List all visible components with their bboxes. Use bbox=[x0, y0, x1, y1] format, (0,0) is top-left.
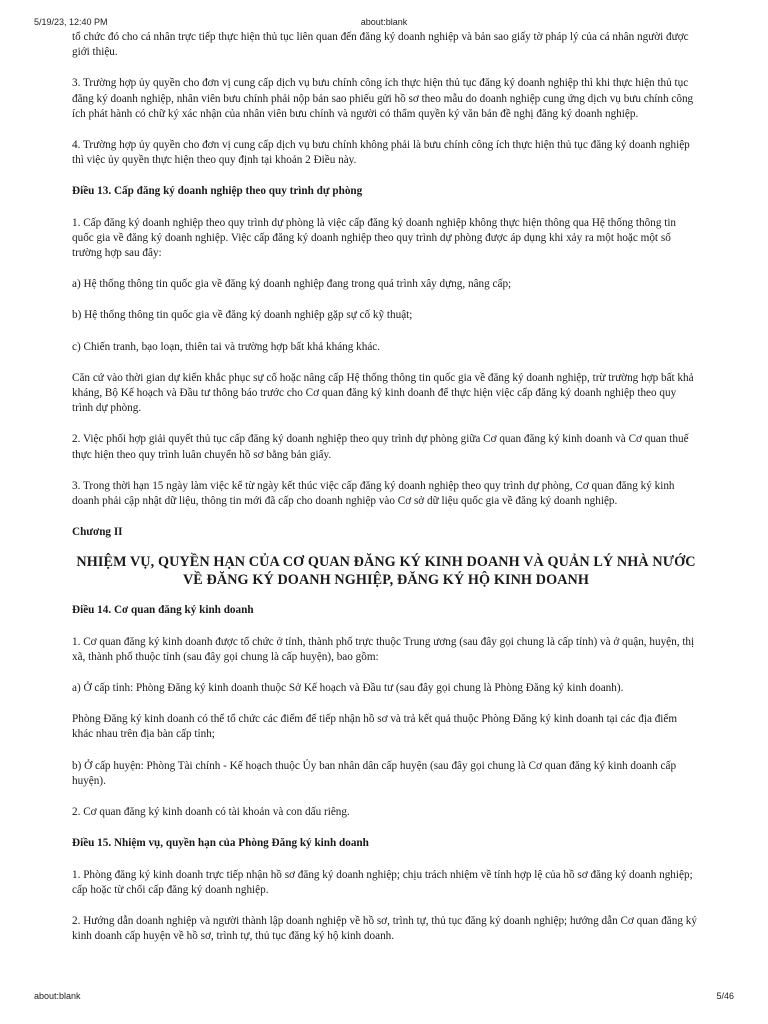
article-15-heading: Điều 15. Nhiệm vụ, quyền hạn của Phòng Đăng ký kinh doanh bbox=[72, 837, 369, 850]
paragraph: 3. Trường hợp ủy quyền cho đơn vị cung cấp dịch vụ bưu chính công ích thực hiện thủ tục đăng ký doanh nghiệp thì khi thực hiện thủ tục đăng ký doanh nghiệp, nhân viên bưu chính phải nộp bản sao phiếu gửi hồ sơ theo mẫu do doanh nghiệp cung ứng dịch vụ bưu chính công ích phát hành có chữ ký xác nhận của nhân viên bưu chính và người có thẩm quyền ký văn bản đề nghị đăng ký doanh nghiệp. bbox=[72, 77, 694, 120]
article-14-heading: Điều 14. Cơ quan đăng ký kinh doanh bbox=[72, 604, 254, 617]
paragraph: c) Chiến tranh, bạo loạn, thiên tai và trường hợp bất khả kháng khác. bbox=[72, 340, 381, 353]
print-datetime: 5/19/23, 12:40 PM bbox=[34, 17, 108, 27]
paragraph: Phòng Đăng ký kinh doanh có thể tổ chức các điểm để tiếp nhận hồ sơ và trả kết quả thuộc Phòng Đăng ký kinh doanh tại các địa điểm khác nhau trên địa bàn cấp tỉnh; bbox=[72, 713, 678, 741]
chapter-title bbox=[72, 554, 700, 589]
paragraph: Căn cứ vào thời gian dự kiến khắc phục sự cố hoặc nâng cấp Hệ thống thông tin quốc gia về đăng ký doanh nghiệp, trừ trường hợp bất khả kháng, Bộ Kế hoạch và Đầu tư thông báo trước cho Cơ quan đăng ký kinh doanh để thực hiện việc cấp đăng ký doanh nghiệp theo quy trình dự phòng. bbox=[72, 371, 694, 415]
print-page-number: 5/46 bbox=[716, 991, 734, 1001]
chapter-title-line-1: NHIỆM VỤ, QUYỀN HẠN CỦA CƠ QUAN ĐĂNG KÝ KINH DOANH VÀ QUẢN LÝ NHÀ NƯỚC bbox=[76, 554, 696, 571]
print-footer bbox=[34, 991, 734, 1005]
paragraph: 1. Cơ quan đăng ký kinh doanh được tổ chức ở tỉnh, thành phố trực thuộc Trung ương (sau đây gọi chung là cấp tỉnh) và ở quận, huyện, thị xã, thành phố thuộc tỉnh (sau đây gọi chung là cấp huyện), bao gồm: bbox=[72, 635, 695, 663]
chapter-label: Chương II bbox=[72, 526, 123, 539]
paragraph: b) Hệ thống thông tin quốc gia về đăng ký doanh nghiệp gặp sự cố kỹ thuật; bbox=[72, 309, 413, 322]
paragraph: 3. Trong thời hạn 15 ngày làm việc kể từ ngày kết thúc việc cấp đăng ký doanh nghiệp theo quy trình dự phòng, Cơ quan đăng ký kinh doanh phải cập nhật dữ liệu, thông tin mới đã cấp cho doanh nghiệp vào Cơ sở dữ liệu quốc gia về đăng ký doanh nghiệp. bbox=[72, 479, 675, 508]
paragraph: 2. Việc phối hợp giải quyết thủ tục cấp đăng ký doanh nghiệp theo quy trình dự phòng giữa Cơ quan đăng ký kinh doanh và Cơ quan thuế thực hiện theo quy trình luân chuyển hồ sơ bằng bản giấy. bbox=[72, 433, 689, 461]
paragraph: 4. Trường hợp ủy quyền cho đơn vị cung cấp dịch vụ bưu chính không phải là bưu chính công ích thực hiện thủ tục đăng ký doanh nghiệp thì việc ủy quyền thực hiện theo quy định tại khoản 2 Điều này. bbox=[72, 139, 690, 167]
paragraph: a) Ở cấp tỉnh: Phòng Đăng ký kinh doanh thuộc Sở Kế hoạch và Đầu tư (sau đây gọi chung là Phòng Đăng ký kinh doanh). bbox=[72, 682, 624, 695]
paragraph: tổ chức đó cho cá nhân trực tiếp thực hiện thủ tục liên quan đến đăng ký doanh nghiệp và bản sao giấy tờ pháp lý của cá nhân người được giới thiệu. bbox=[72, 31, 689, 59]
article-13-heading: Điều 13. Cấp đăng ký doanh nghiệp theo quy trình dự phòng bbox=[72, 185, 363, 198]
paragraph: a) Hệ thống thông tin quốc gia về đăng ký doanh nghiệp đang trong quá trình xây dựng, nâng cấp; bbox=[72, 278, 512, 291]
chapter-title-line-2: VỀ ĐĂNG KÝ DOANH NGHIỆP, ĐĂNG KÝ HỘ KINH DOANH bbox=[182, 571, 590, 588]
paragraph: 2. Hướng dẫn doanh nghiệp và người thành lập doanh nghiệp về hồ sơ, trình tự, thủ tục đăng ký doanh nghiệp; hướng dẫn Cơ quan đăng ký kinh doanh cấp huyện về hồ sơ, trình tự, thủ tục đăng ký hộ kinh doanh. bbox=[72, 914, 697, 943]
paragraph: b) Ở cấp huyện: Phòng Tài chính - Kế hoạch thuộc Ủy ban nhân dân cấp huyện (sau đây gọi chung là Cơ quan đăng ký kinh doanh cấp huyện). bbox=[72, 759, 677, 787]
paragraph: 1. Phòng đăng ký kinh doanh trực tiếp nhận hồ sơ đăng ký doanh nghiệp; chịu trách nhiệm về tính hợp lệ của hồ sơ đăng ký doanh nghiệp; cấp hoặc từ chối cấp đăng ký doanh nghiệp. bbox=[72, 868, 693, 896]
print-footer-url: about:blank bbox=[34, 991, 81, 1001]
paragraph: 2. Cơ quan đăng ký kinh doanh có tài khoản và con dấu riêng. bbox=[72, 806, 350, 819]
print-header bbox=[34, 17, 734, 31]
print-page-title: about:blank bbox=[360, 17, 408, 27]
document-body bbox=[72, 30, 700, 960]
paragraph: 1. Cấp đăng ký doanh nghiệp theo quy trình dự phòng là việc cấp đăng ký doanh nghiệp không thực hiện thông qua Hệ thống thông tin quốc gia về đăng ký doanh nghiệp. Việc cấp đăng ký doanh nghiệp theo quy trình dự phòng được áp dụng khi xảy ra một hoặc một số trường hợp sau đây: bbox=[72, 216, 677, 260]
